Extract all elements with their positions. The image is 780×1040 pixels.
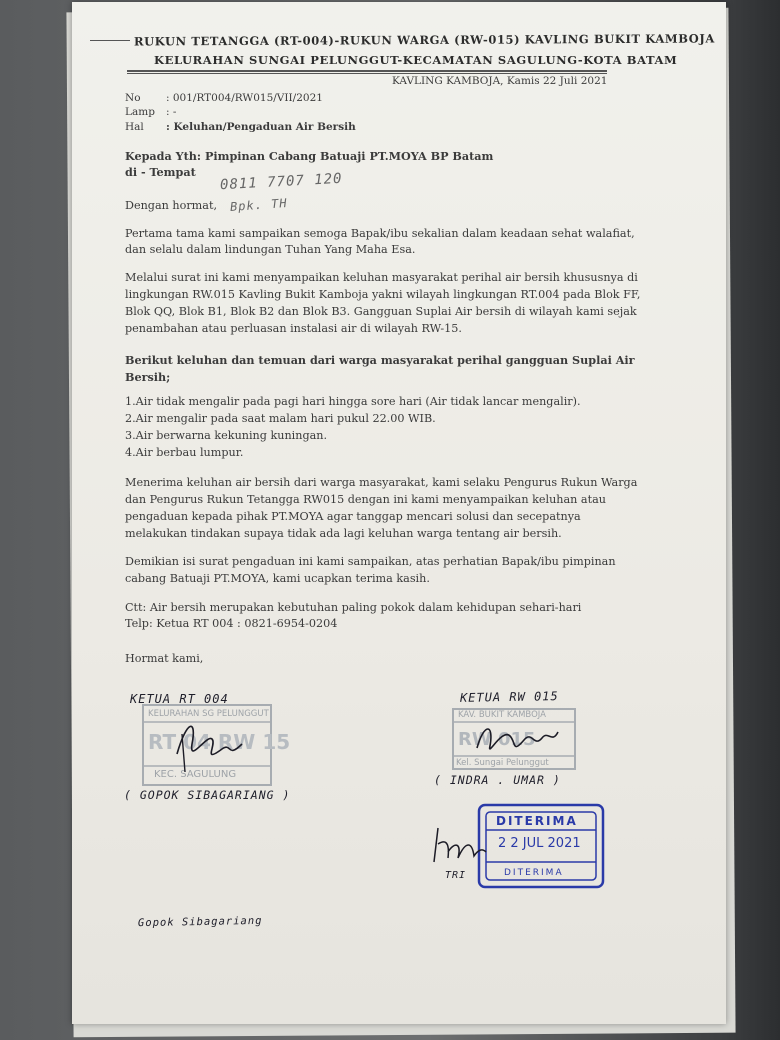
rw-stamp-mid: RW 015 — [458, 729, 536, 750]
salutation: Dengan hormat, — [125, 199, 218, 212]
receiver-signature — [428, 822, 488, 874]
paragraph-2-line-2: lingkungan RW.015 Kavling Bukit Kamboja yakni wilayah lingkungan RT.004 pada Blok FF, — [125, 288, 641, 301]
recipient-line-1: Kepada Yth: Pimpinan Cabang Batuaji PT.MOYA BP Batam — [125, 149, 494, 163]
handwritten-name-rt: ( GOPOK SIBAGARIANG ) — [124, 788, 291, 802]
rt-stamp-mid: RT 04 RW 15 — [148, 730, 291, 754]
lamp-label: Lamp — [125, 106, 155, 118]
paragraph-3-line-3: pengaduan kepada pihak PT.MOYA agar tanggap mencari solusi dan secepatnya — [125, 510, 581, 523]
no-value: : 001/RT004/RW015/VII/2021 — [166, 92, 323, 104]
complaint-heading-line-1: Berikut keluhan dan temuan dari warga masyarakat perihal gangguan Suplai Air — [125, 353, 635, 367]
received-stamp-bottom: DITERIMA — [504, 868, 564, 878]
hal-label: Hal — [125, 121, 144, 133]
place-date: KAVLING KAMBOJA, Kamis 22 Juli 2021 — [392, 75, 608, 87]
received-stamp-date: 2 2 JUL 2021 — [498, 836, 581, 851]
header-underline-1 — [127, 70, 607, 72]
rt-stamp-bottom: KEC. SAGULUNG — [154, 769, 237, 780]
rw-stamp-top: KAV. BUKIT KAMBOJA — [458, 710, 546, 720]
complaint-item-2: 2.Air mengalir pada saat malam hari pukul 22.00 WIB. — [125, 412, 436, 425]
handwritten-phone: 0811 7707 120 — [219, 170, 343, 194]
handwritten-receiver: TRI — [445, 870, 467, 881]
handwritten-ketua-rw: KETUA RW 015 — [459, 689, 559, 705]
rw-stamp-bottom: Kel. Sungai Pelunggut — [456, 758, 549, 768]
paragraph-2-line-4: penambahan atau perluasan instalasi air di wilayah RW-15. — [125, 322, 462, 335]
complaint-item-1: 1.Air tidak mengalir pada pagi hari hingga sore hari (Air tidak lancar mengalir). — [125, 395, 581, 408]
paragraph-2-line-3: Blok QQ, Blok B1, Blok B2 dan Blok B3. Gangguan Suplai Air bersih di wilayah kami sejak — [125, 305, 637, 318]
closing: Hormat kami, — [125, 652, 204, 665]
handwritten-initial: Bpk. TH — [229, 196, 288, 214]
paragraph-2-line-1: Melalui surat ini kami menyampaikan keluhan masyarakat perihal air bersih khususnya di — [125, 271, 638, 284]
paragraph-3-line-1: Menerima keluhan air bersih dari warga masyarakat, kami selaku Pengurus Rukun Warga — [125, 476, 638, 489]
recipient-line-2: di - Tempat — [125, 165, 196, 179]
paragraph-3-line-4: melakukan tindakan supaya tidak ada lagi keluhan warga tentang air bersih. — [125, 527, 562, 540]
note-line: Ctt: Air bersih merupakan kebutuhan paling pokok dalam kehidupan sehari-hari — [125, 601, 582, 614]
handwritten-footer-name: Gopok Sibagariang — [137, 914, 263, 930]
received-stamp-title: DITERIMA — [496, 814, 578, 828]
complaint-heading-line-2: Bersih; — [125, 370, 171, 384]
handwritten-name-rw: ( INDRA . UMAR ) — [434, 773, 561, 787]
paragraph-4-line-1: Demikian isi surat pengaduan ini kami sampaikan, atas perhatian Bapak/ibu pimpinan — [125, 555, 616, 568]
header-line-1: RUKUN TETANGGA (RT-004)-RUKUN WARGA (RW-015) KAVLING BUKIT KAMBOJA — [133, 31, 715, 49]
lamp-value: : - — [166, 106, 177, 118]
rw-signature — [472, 718, 562, 762]
paragraph-1-line-1: Pertama tama kami sampaikan semoga Bapak/ibu sekalian dalam keadaan sehat walafiat, — [125, 227, 635, 240]
rt-signature — [167, 714, 247, 774]
letter-paper — [72, 2, 726, 1024]
paragraph-4-line-2: cabang Batuaji PT.MOYA, kami ucapkan terima kasih. — [125, 572, 430, 585]
rt-stamp-top: KELURAHAN SG PELUNGGUT — [148, 709, 269, 719]
paragraph-3-line-2: dan Pengurus Rukun Tetangga RW015 dengan ini kami menyampaikan keluhan atau — [125, 493, 606, 506]
complaint-item-4: 4.Air berbau lumpur. — [125, 446, 244, 459]
handwritten-ketua-rt: KETUA RT 004 — [130, 692, 229, 706]
complaint-item-3: 3.Air berwarna kekuning kuningan. — [125, 429, 328, 442]
no-label: No — [125, 92, 141, 104]
hal-value: : Keluhan/Pengaduan Air Bersih — [166, 121, 356, 133]
paragraph-1-line-2: dan selalu dalam lindungan Tuhan Yang Maha Esa. — [125, 243, 416, 256]
header-dash — [90, 40, 130, 41]
telp-line: Telp: Ketua RT 004 : 0821-6954-0204 — [125, 617, 338, 630]
header-line-2: KELURAHAN SUNGAI PELUNGGUT-KECAMATAN SAGULUNG-KOTA BATAM — [154, 53, 678, 67]
